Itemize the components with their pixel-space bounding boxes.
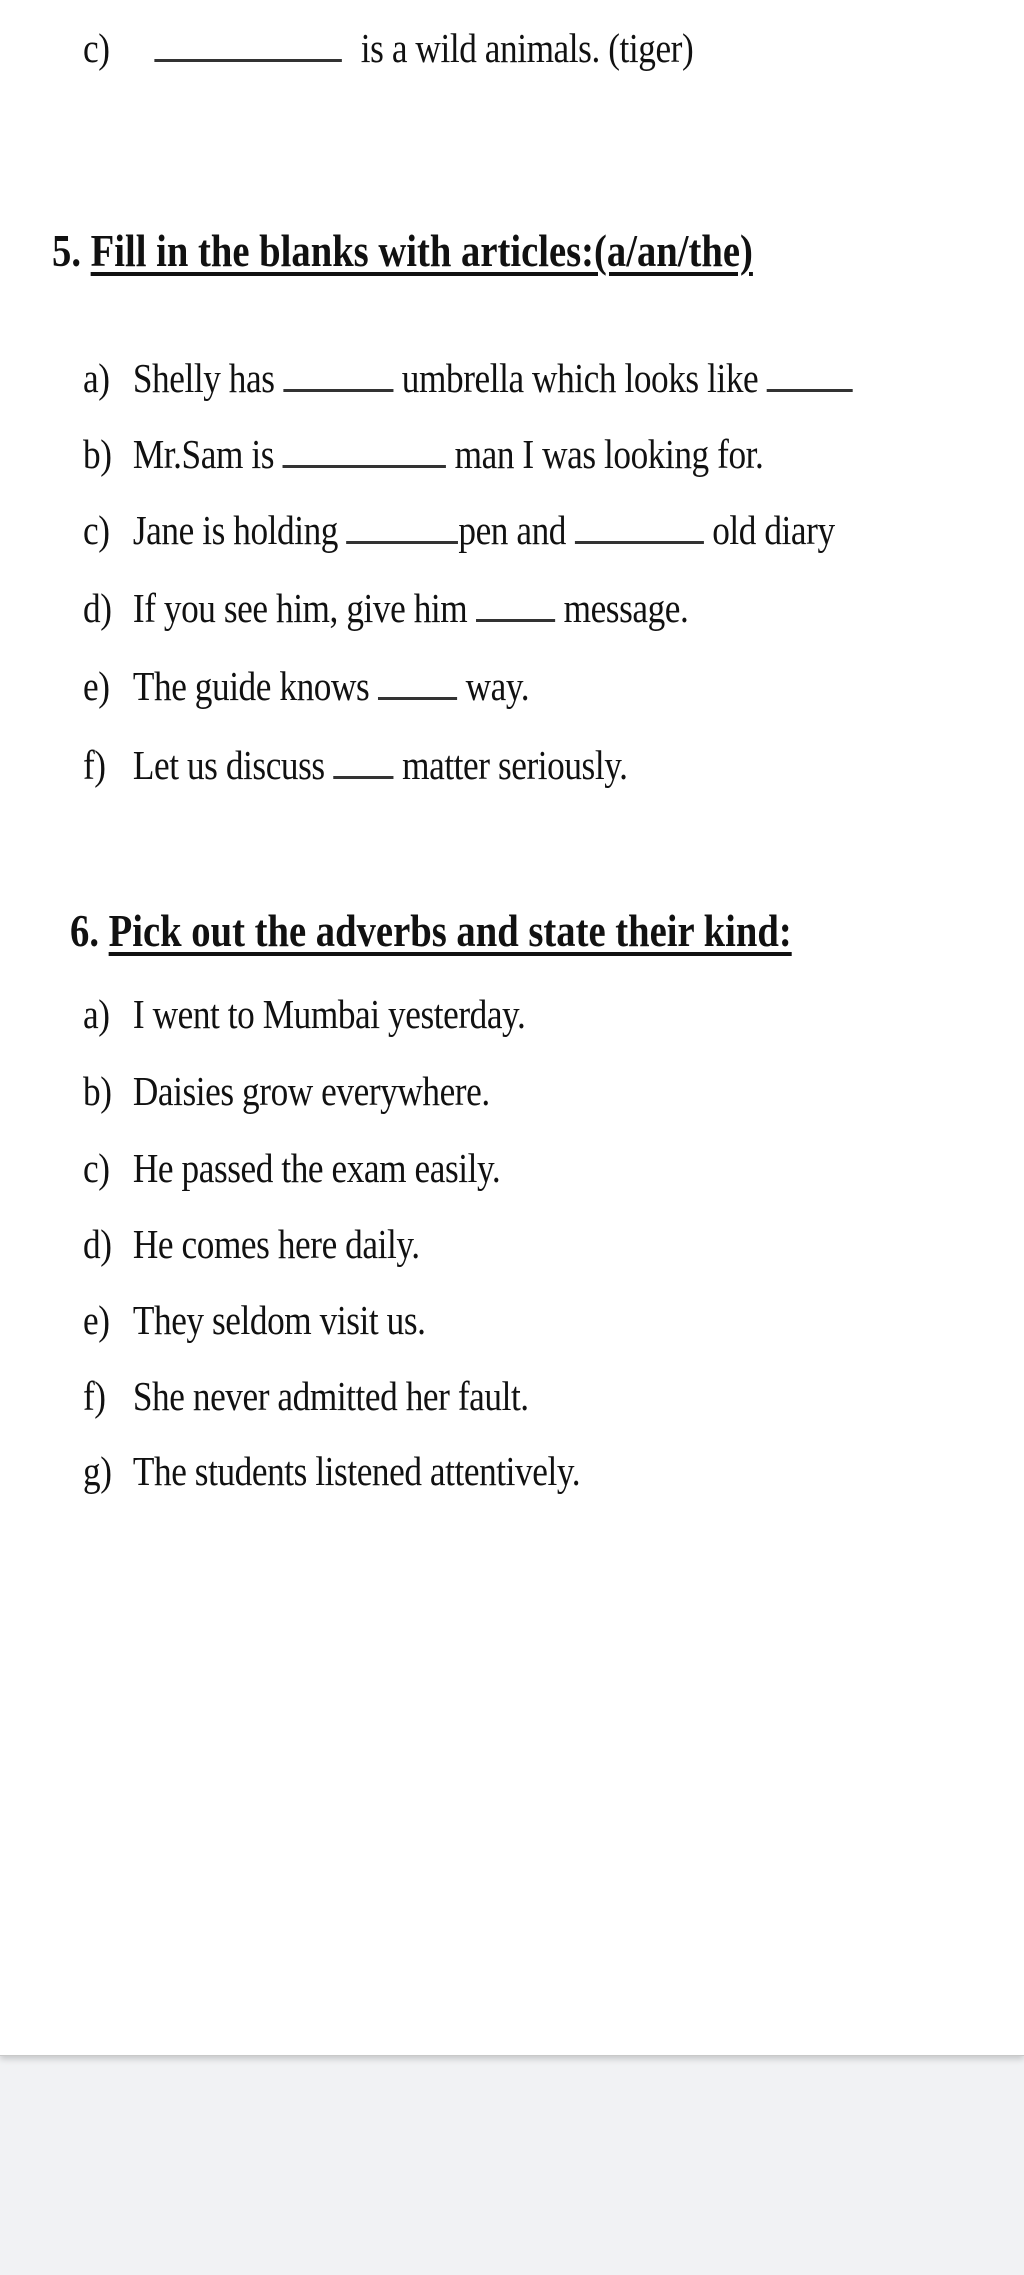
item-text: message. [563, 585, 689, 631]
answer-blank [347, 537, 459, 544]
section-number: 5. [52, 225, 81, 276]
item-letter: e) [83, 663, 110, 709]
item-letter: f) [83, 1373, 106, 1419]
item-letter: e) [83, 1297, 110, 1343]
item-text: The students listened attentively. [132, 1448, 581, 1494]
s6-item-f [83, 1373, 529, 1419]
item-text: If you see him, give him [132, 585, 468, 631]
section-title: Pick out the adverbs and state their kind: [108, 905, 792, 956]
item-letter: b) [83, 1068, 112, 1114]
item-letter: f) [83, 742, 106, 788]
item-text: matter seriously. [402, 742, 628, 788]
item-text: pen and [458, 507, 567, 553]
answer-blank [283, 461, 446, 468]
section-number: 6. [70, 905, 99, 956]
item-text: He passed the exam easily. [132, 1145, 501, 1191]
s6-item-a [83, 991, 526, 1037]
item-letter: c) [83, 25, 110, 71]
s6-item-e [83, 1297, 426, 1343]
answer-blank [378, 693, 457, 700]
item-text: The guide knows [132, 663, 370, 709]
item-letter: b) [83, 431, 112, 477]
answer-blank [154, 55, 341, 62]
item-text: They seldom visit us. [132, 1297, 426, 1343]
item-text: umbrella which looks like [401, 355, 759, 401]
item-letter: d) [83, 585, 112, 631]
item-text: Mr.Sam is [132, 431, 275, 477]
item-text: Daisies grow everywhere. [132, 1068, 490, 1114]
item-text: She never admitted her fault. [132, 1373, 529, 1419]
section-6-heading [70, 905, 792, 956]
answer-blank [333, 772, 393, 779]
s5-item-b [83, 431, 764, 477]
item-letter: g) [83, 1448, 112, 1494]
answer-blank [283, 385, 393, 392]
item-letter: d) [83, 1221, 112, 1267]
item-text: old diary [712, 507, 835, 553]
item-letter: c) [83, 507, 110, 553]
s5-item-f [83, 742, 628, 788]
item-text: Let us discuss [132, 742, 325, 788]
section-title: Fill in the blanks with articles:(a/an/the) [90, 225, 753, 276]
item-text: I went to Mumbai yesterday. [132, 991, 526, 1037]
s5-item-c [83, 507, 835, 553]
item-text: He comes here daily. [132, 1221, 420, 1267]
section-5-heading [52, 225, 753, 276]
s5-item-a [83, 355, 853, 401]
s6-item-b [83, 1068, 490, 1114]
item-text: way. [465, 663, 530, 709]
answer-blank [476, 615, 555, 622]
s6-item-d [83, 1221, 420, 1267]
s5-item-d [83, 585, 689, 631]
item-text: Jane is holding [132, 507, 338, 553]
prev-item-c [83, 25, 694, 71]
item-text: man I was looking for. [454, 431, 764, 477]
item-letter: a) [83, 355, 110, 401]
item-letter: c) [83, 1145, 110, 1191]
s5-item-e [83, 663, 530, 709]
item-text: is a wild animals. (tiger) [360, 25, 694, 71]
answer-blank [575, 537, 704, 544]
answer-blank [767, 385, 853, 392]
item-text: Shelly has [132, 355, 275, 401]
s6-item-c [83, 1145, 501, 1191]
s6-item-g [83, 1448, 581, 1494]
item-letter: a) [83, 991, 110, 1037]
